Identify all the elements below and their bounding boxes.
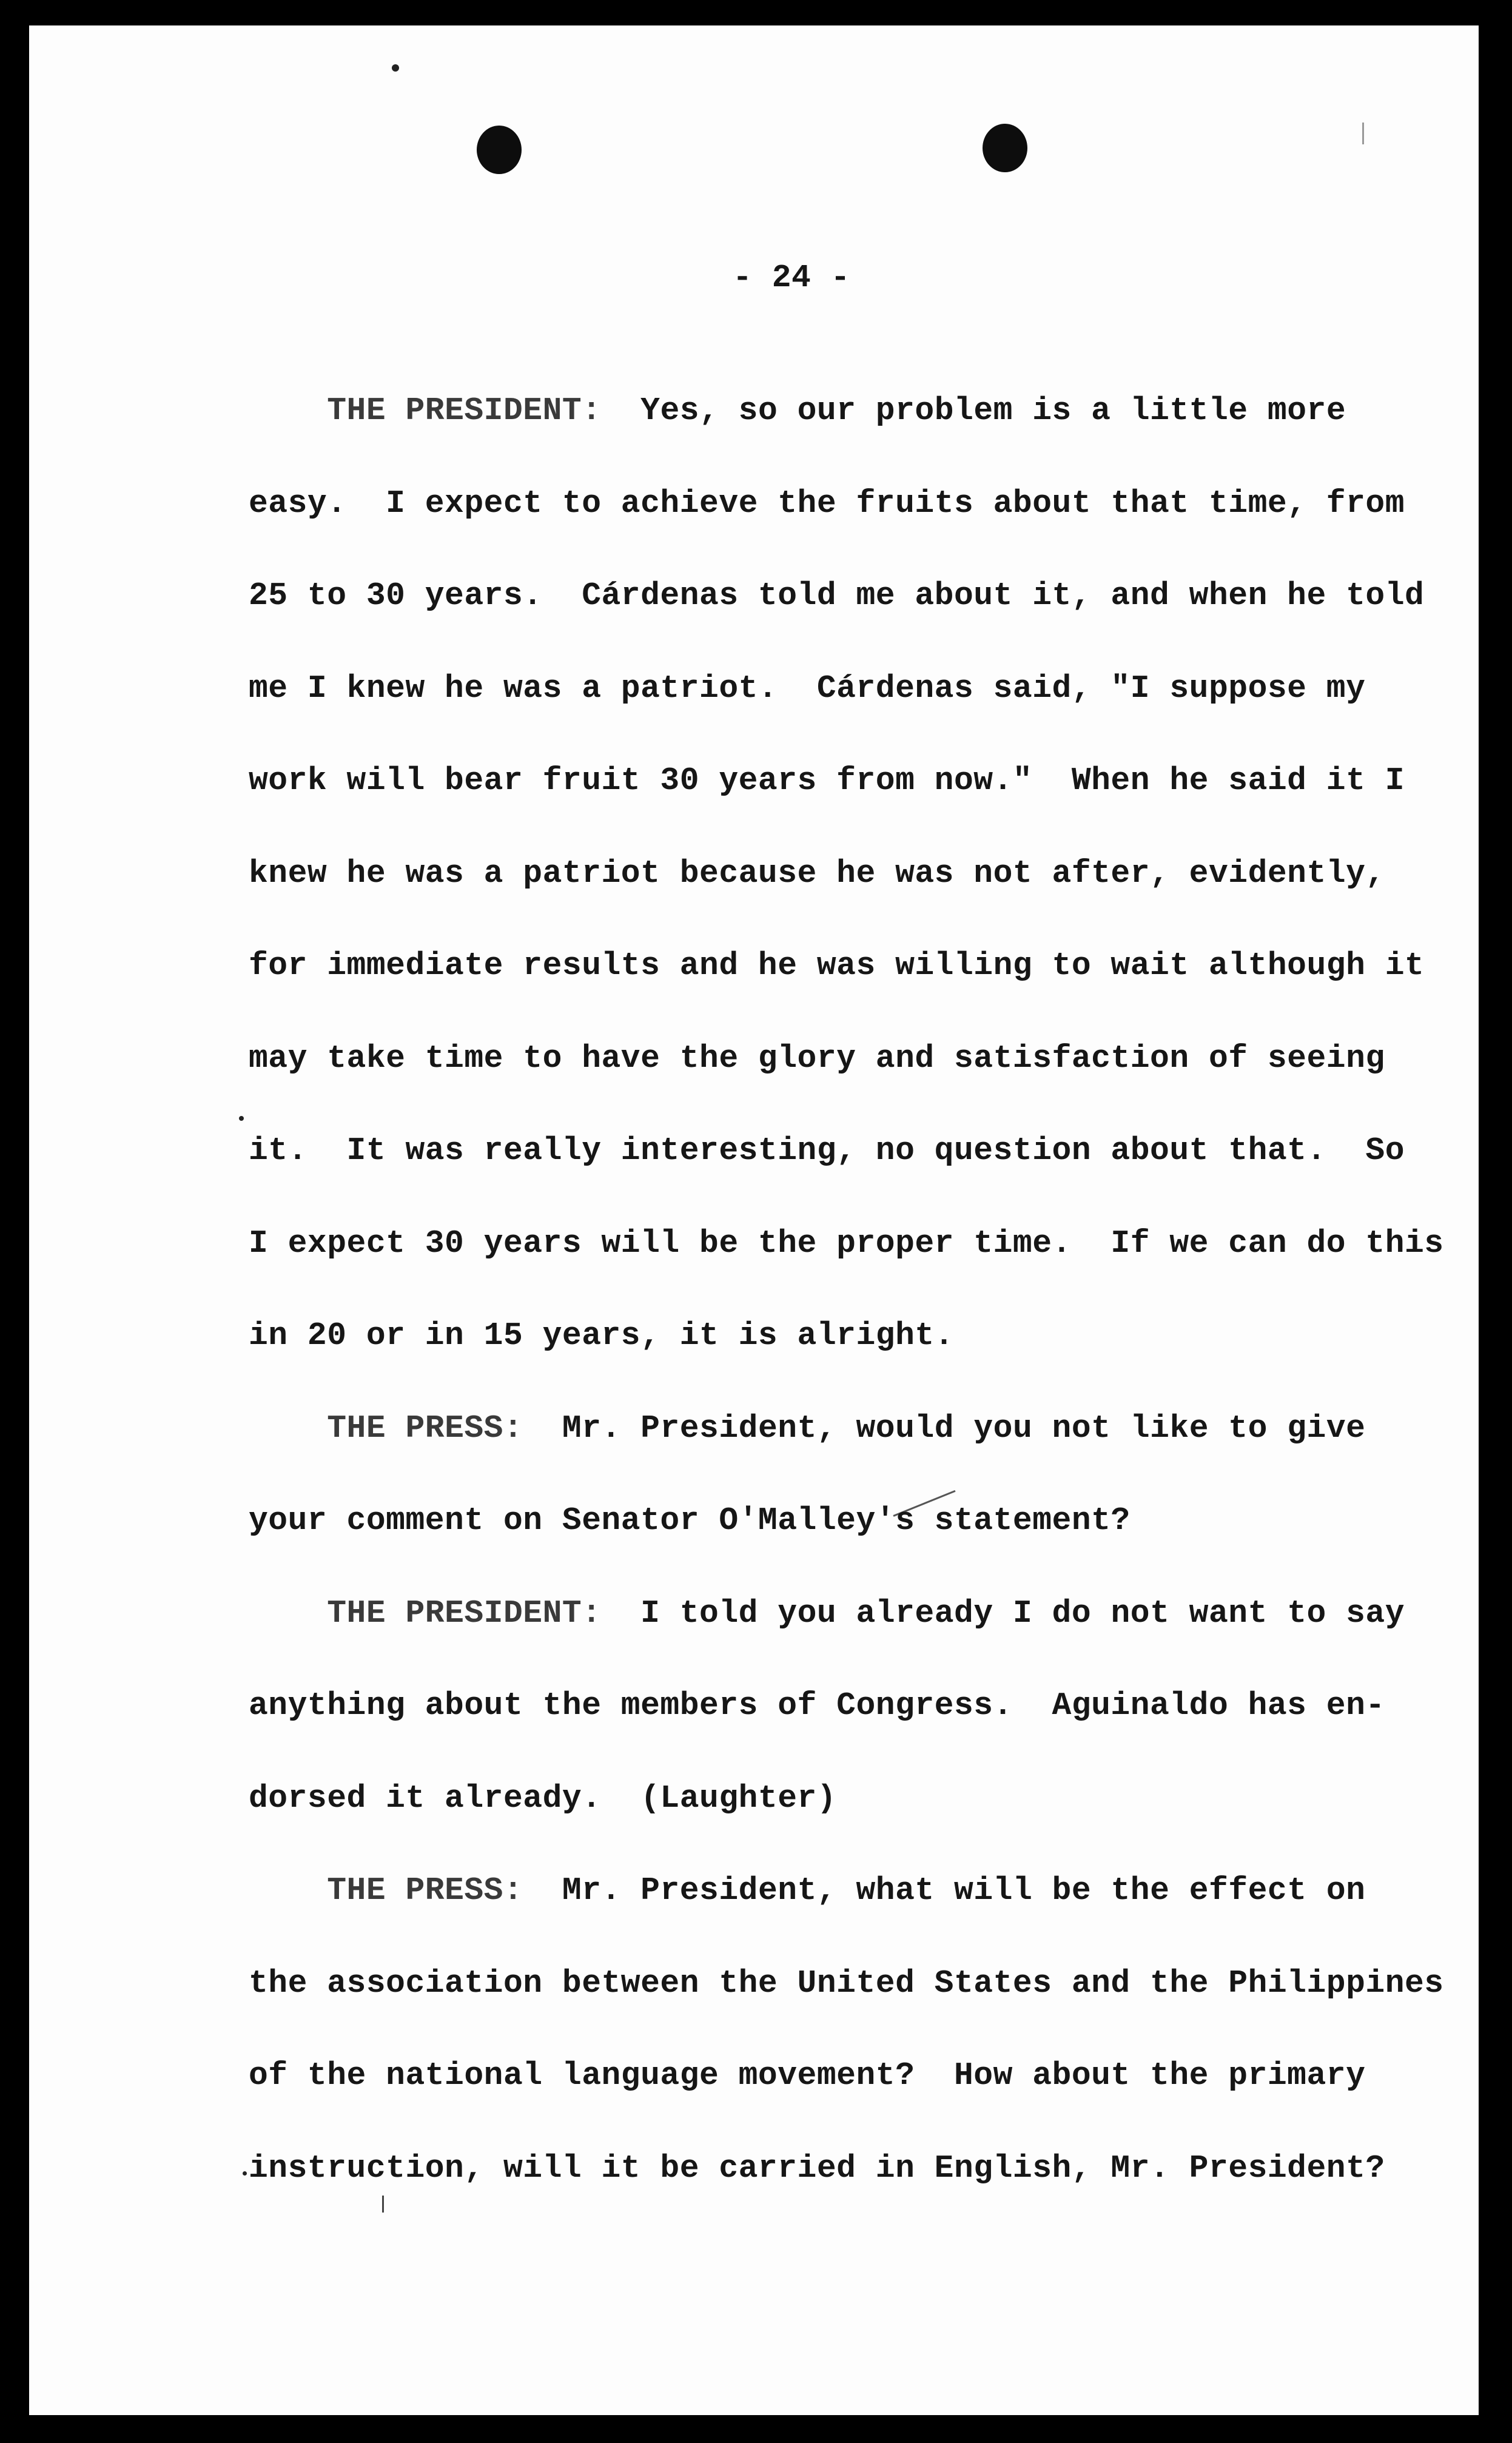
ink-speck <box>392 64 399 72</box>
text-line: anything about the members of Congress. Aguinaldo has en- <box>249 1687 1385 1724</box>
binder-hole-left <box>477 126 522 174</box>
text-line: 25 to 30 years. Cárdenas told me about it, and when he told <box>249 577 1425 614</box>
text-line <box>249 1872 327 1909</box>
paragraph-press-1 <box>249 1382 1413 1567</box>
text-line: for immediate results and he was willing to wait although it <box>249 947 1425 984</box>
text-line: of the national language movement? How about the primary <box>249 2057 1366 2094</box>
binder-hole-right <box>983 124 1027 172</box>
text-line: the association between the United States and the Philippines <box>249 1964 1444 2001</box>
text-line: easy. I expect to achieve the fruits about that time, from <box>249 485 1405 522</box>
text-line: in 20 or in 15 years, it is alright. <box>249 1317 954 1354</box>
paragraph-president-2 <box>249 1567 1413 1845</box>
speaker-label: THE PRESS: <box>327 1410 523 1447</box>
text-line: Yes, so our problem is a little more <box>640 392 1346 429</box>
text-line: dorsed it already. (Laughter) <box>249 1779 837 1816</box>
text-line: me I knew he was a patriot. Cárdenas said, "I suppose my <box>249 670 1366 707</box>
text-line: your comment on Senator O'Malley's statement? <box>249 1502 1131 1539</box>
text-line: instruction, will it be carried in English, Mr. President? <box>249 2149 1385 2186</box>
margin-mark <box>1362 123 1364 144</box>
text-line <box>249 1410 327 1447</box>
text-line <box>249 392 327 429</box>
text-line: may take time to have the glory and satisfaction of seeing <box>249 1040 1385 1077</box>
text-line: Mr. President, would you not like to give <box>562 1410 1366 1447</box>
text-line: it. It was really interesting, no question about that. So <box>249 1132 1405 1169</box>
speaker-label: THE PRESIDENT: <box>327 1595 602 1631</box>
ink-speck <box>243 2171 247 2176</box>
text-line: knew he was a patriot because he was not after, evidently, <box>249 855 1385 892</box>
text-line: I expect 30 years will be the proper time. If we can do this <box>249 1225 1444 1262</box>
paragraph-president-1 <box>249 365 1444 1382</box>
speaker-label: THE PRESS: <box>327 1872 523 1909</box>
ink-speck <box>239 1116 244 1121</box>
text-line: Mr. President, what will be the effect on <box>562 1872 1366 1909</box>
text-line: I told you already I do not want to say <box>640 1595 1405 1631</box>
paragraph-press-2 <box>249 1844 1444 2214</box>
text-line: work will bear fruit 30 years from now." When he said it I <box>249 762 1405 799</box>
text-line <box>249 1595 327 1631</box>
document-page <box>29 25 1479 2415</box>
transcript-body <box>249 232 1444 2214</box>
page-number: - 24 - <box>733 260 850 296</box>
speaker-label: THE PRESIDENT: <box>327 392 602 429</box>
